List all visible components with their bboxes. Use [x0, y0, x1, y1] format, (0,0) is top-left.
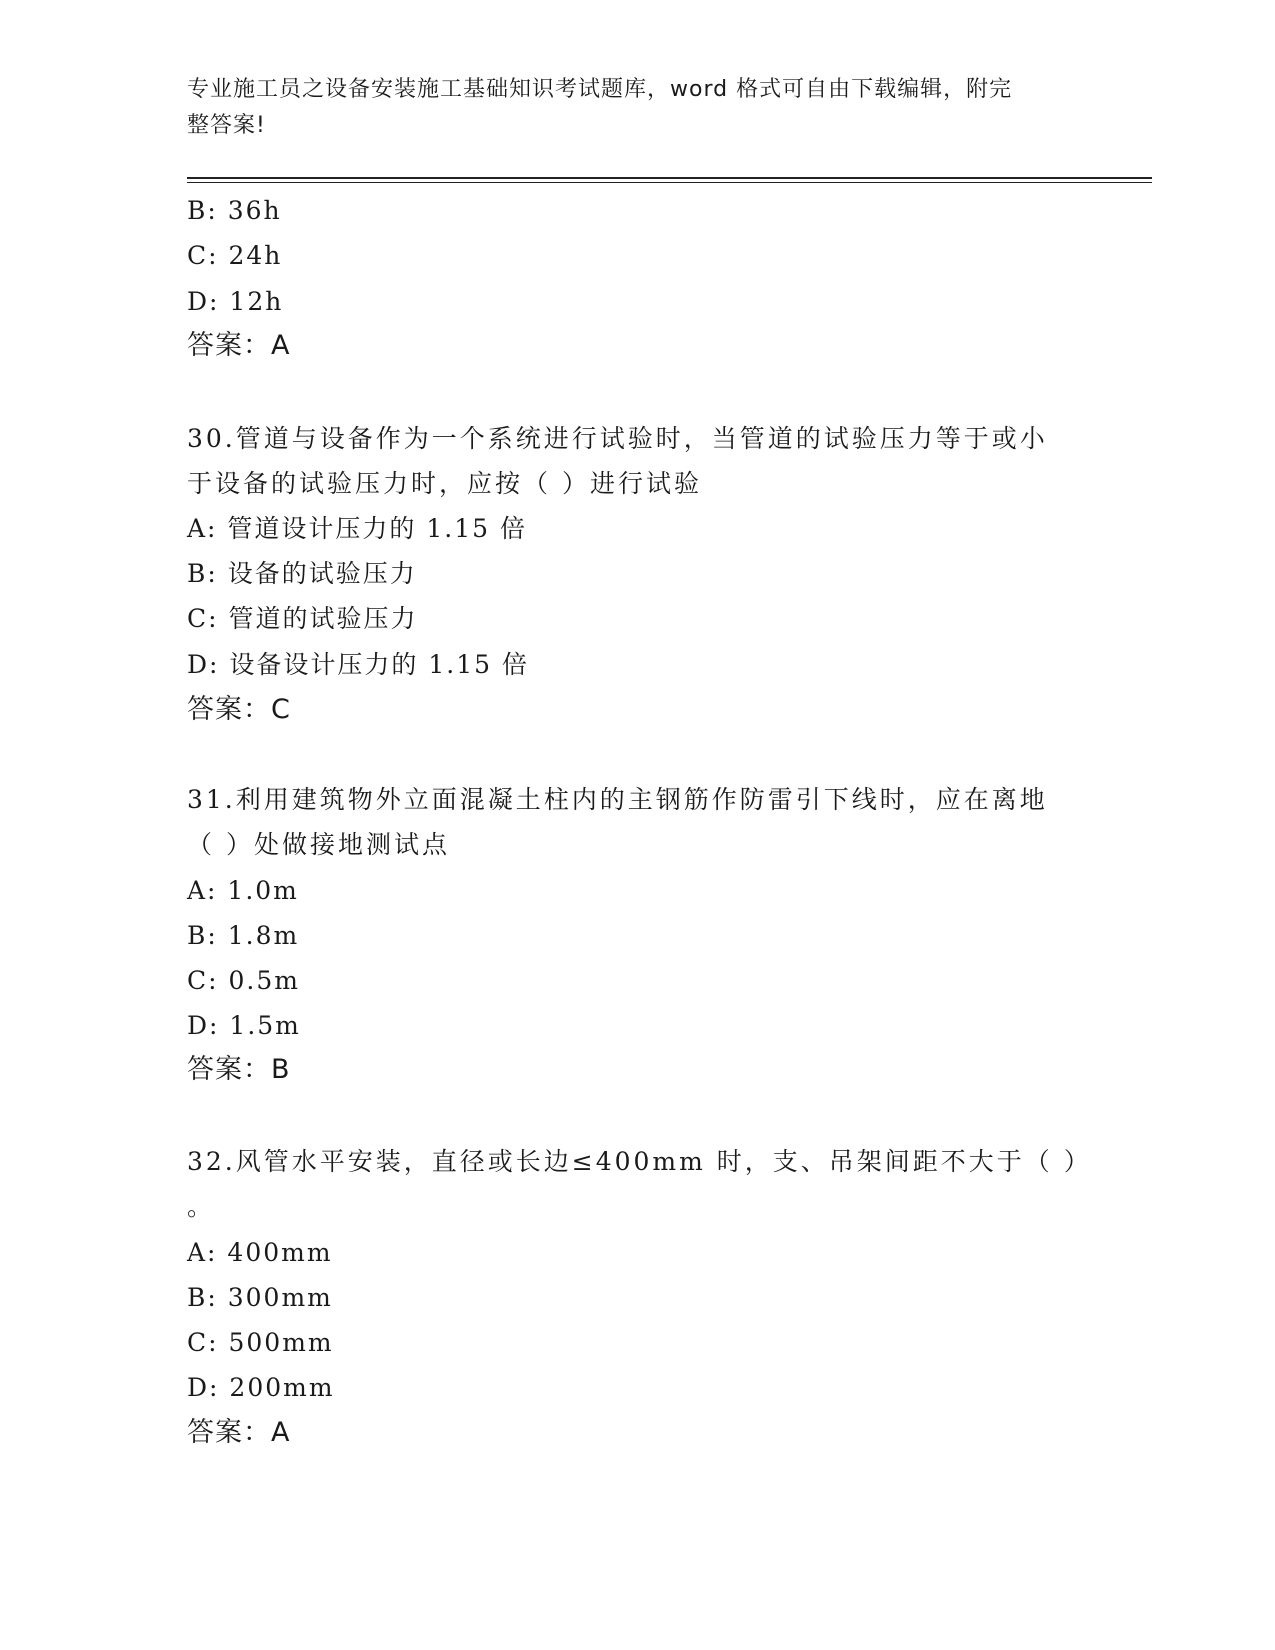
q29-option-c: C: 24h	[187, 241, 283, 270]
q32-option-b: B: 300mm	[187, 1283, 333, 1312]
page-header	[187, 72, 1067, 144]
header-title-line-1: 专业施工员之设备安装施工基础知识考试题库，word 格式可自由下载编辑，附完	[187, 77, 1013, 102]
q32-stem-line-1: 32.风管水平安装，直径或长边≤400mm 时，支、吊架间距不大于（ ）	[187, 1147, 1092, 1176]
q32-stem-line-2: 。	[187, 1192, 216, 1221]
q31-option-d: D: 1.5m	[187, 1011, 301, 1040]
q32-option-a: A: 400mm	[187, 1238, 333, 1267]
q31-stem-line-2: （ ）处做接地测试点	[187, 830, 450, 859]
q31-option-a: A: 1.0m	[187, 876, 299, 905]
q30-stem-line-2: 于设备的试验压力时，应按（ ）进行试验	[187, 469, 702, 498]
q31-stem-line-1: 31.利用建筑物外立面混凝土柱内的主钢筋作防雷引下线时，应在离地	[187, 785, 1048, 814]
q32-option-c: C: 500mm	[187, 1328, 334, 1357]
q30-option-d: D: 设备设计压力的 1.15 倍	[187, 650, 529, 679]
header-rule-thick	[187, 177, 1152, 179]
q30-option-c: C: 管道的试验压力	[187, 604, 418, 633]
q31-answer: 答案：B	[187, 1054, 291, 1085]
q30-answer: 答案：C	[187, 694, 291, 725]
q30-stem-line-1: 30.管道与设备作为一个系统进行试验时，当管道的试验压力等于或小	[187, 424, 1048, 453]
q31-option-c: C: 0.5m	[187, 966, 300, 995]
q29-option-b: B: 36h	[187, 196, 282, 225]
q29-answer: 答案：A	[187, 330, 291, 361]
q32-answer: 答案：A	[187, 1417, 291, 1448]
q30-option-b: B: 设备的试验压力	[187, 559, 417, 588]
header-rule-thin	[187, 182, 1152, 183]
q29-option-d: D: 12h	[187, 287, 284, 316]
q32-option-d: D: 200mm	[187, 1373, 335, 1402]
q31-option-b: B: 1.8m	[187, 921, 300, 950]
header-title-line-2: 整答案!	[187, 113, 266, 138]
q30-option-a: A: 管道设计压力的 1.15 倍	[187, 514, 527, 543]
